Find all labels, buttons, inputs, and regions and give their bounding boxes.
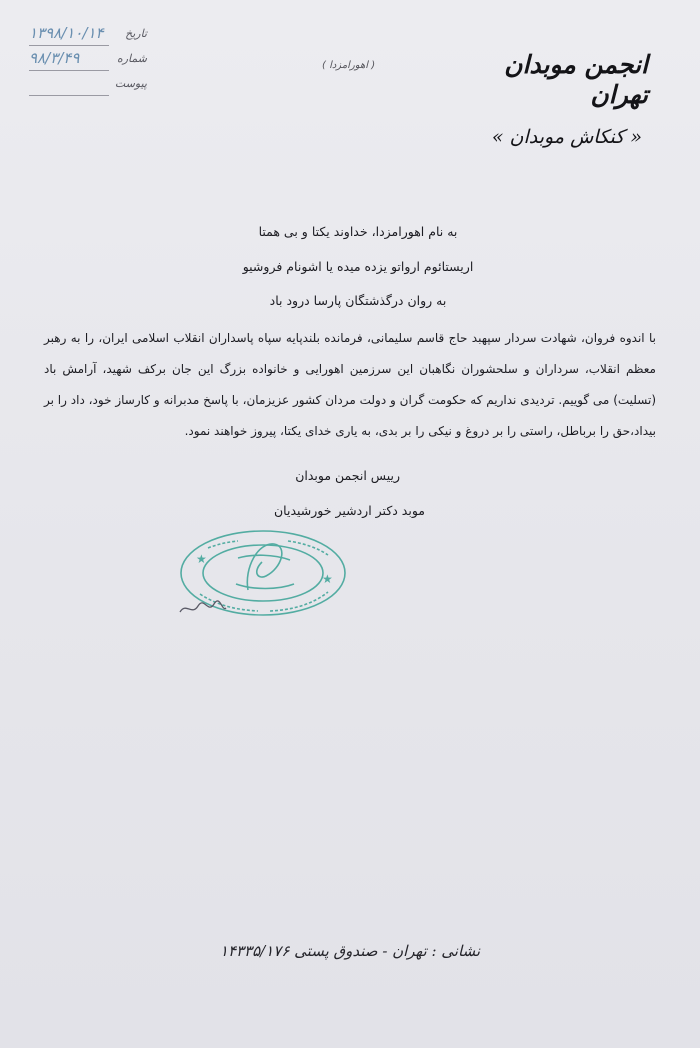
- footer-address: نشانی : تهران - صندوق پستی ۱۴۳۳۵/۱۷۶: [219, 942, 481, 960]
- body-paragraph: با اندوه فروان، شهادت سردار سپهبد حاج قاسم سلیمانی، فرمانده بلندپایه سپاه پاسداران انقلاب اسلامی ایران، را به رهبر معظم انقلاب، سرداران و سلحشوران نگاهبان این سرزمین اهورایی و خانواده بزرگ این جان برکف شهید، آرامش باد (تسلیت) می گوییم. تردیدی نداریم که حکومت گران و دولت مردان کشور عزیزمان، با پاسخ مدبرانه و کارساز خود، داد را بر بیداد،حق را برباطل، راستی را بر دروغ و نیکی را بر بدی، به یاری خدای یکتا، پیروز خواهند نمود.: [44, 331, 656, 438]
- signatory-title: رییس انجمن موبدان: [295, 468, 400, 483]
- avestan-line: اریستائوم ارواتو یزده میده یا اشونام فروشیو: [242, 259, 474, 274]
- letterhead: [448, 50, 648, 148]
- number-row: [15, 49, 155, 71]
- attachment-rule: [29, 95, 109, 96]
- heading-avestan: [60, 261, 656, 274]
- svg-text:★: ★: [196, 552, 207, 566]
- blessing-line: به روان درگذشتگان پارسا درود باد: [269, 293, 447, 308]
- handwritten-signature: [178, 598, 228, 618]
- number-label: شماره: [116, 52, 147, 65]
- date-label: تاریخ: [125, 27, 147, 40]
- invocation-line: به نام اهورامزدا، خداوند یکتا و بی همتا: [258, 224, 458, 239]
- org-name: انجمن موبدان تهران: [504, 50, 648, 109]
- number-value: ۹۸/۳/۴۹: [29, 49, 80, 67]
- letter-meta: [15, 24, 155, 104]
- letter-body: [44, 323, 656, 447]
- date-row: [15, 24, 155, 46]
- attachment-label: پیوست: [114, 77, 147, 90]
- attachment-row: [15, 74, 155, 96]
- heading-blessing: [60, 295, 656, 308]
- org-subtitle: « کنکاش موبدان »: [491, 126, 642, 148]
- number-rule: [29, 70, 109, 71]
- heading-invocation: [60, 226, 656, 239]
- svg-text:★: ★: [322, 572, 333, 586]
- date-value: ۱۳۹۸/۱۰/۱۴: [29, 24, 104, 42]
- signatory-name: موبد دکتر اردشیر خورشیدیان: [273, 503, 425, 518]
- date-rule: [29, 45, 109, 46]
- motto-heading: ( اهورامزدا ): [322, 60, 376, 71]
